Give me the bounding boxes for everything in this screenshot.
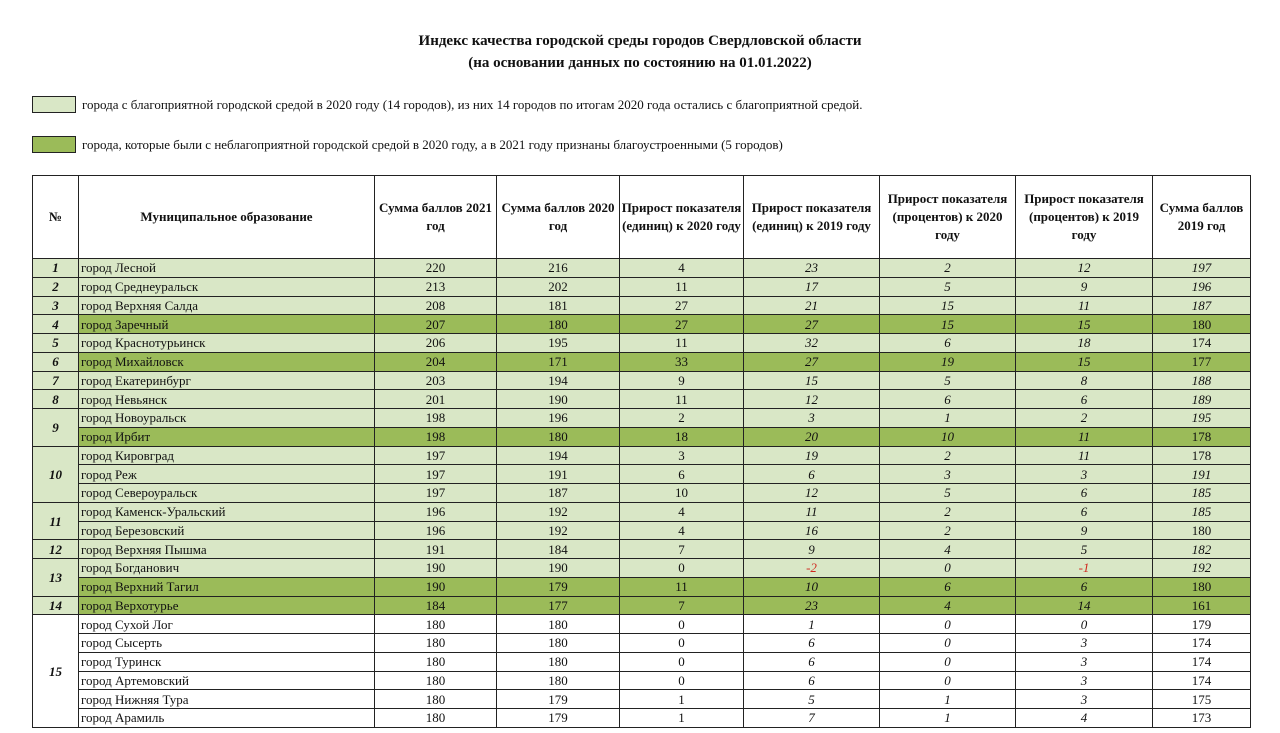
- pct-2019: 14: [1016, 596, 1153, 615]
- units-2020: 3: [620, 446, 744, 465]
- units-2019: 15: [744, 371, 880, 390]
- sum-2020: 179: [497, 577, 620, 596]
- pct-2019: 0: [1016, 615, 1153, 634]
- pct-2020: 0: [880, 634, 1016, 653]
- table-header-row: [33, 176, 1251, 259]
- rank-cell: 11: [33, 502, 79, 540]
- city-name: город Среднеуральск: [79, 277, 375, 296]
- city-name: город Невьянск: [79, 390, 375, 409]
- units-2020: 0: [620, 671, 744, 690]
- units-2019: 12: [744, 484, 880, 503]
- sum-2021: 213: [375, 277, 497, 296]
- rank-cell: 5: [33, 334, 79, 353]
- table-row: [33, 596, 1251, 615]
- sum-2020: 181: [497, 296, 620, 315]
- table-row: [33, 334, 1251, 353]
- rank-cell: 10: [33, 446, 79, 502]
- units-2020: 11: [620, 390, 744, 409]
- pct-2020: 0: [880, 652, 1016, 671]
- table-row: [33, 446, 1251, 465]
- sum-2020: 194: [497, 446, 620, 465]
- header-sum-2019: Сумма баллов 2019 год: [1153, 176, 1251, 259]
- sum-2021: 208: [375, 296, 497, 315]
- sum-2019: 177: [1153, 352, 1251, 371]
- city-name: город Североуральск: [79, 484, 375, 503]
- units-2020: 0: [620, 615, 744, 634]
- sum-2021: 196: [375, 502, 497, 521]
- sum-2021: 197: [375, 446, 497, 465]
- header-name: Муниципальное образование: [79, 176, 375, 259]
- units-2020: 18: [620, 427, 744, 446]
- units-2019: 20: [744, 427, 880, 446]
- pct-2019: 6: [1016, 484, 1153, 503]
- units-2019: 6: [744, 465, 880, 484]
- pct-2020: 0: [880, 559, 1016, 578]
- pct-2020: 5: [880, 277, 1016, 296]
- sum-2020: 216: [497, 259, 620, 278]
- pct-2019: 18: [1016, 334, 1153, 353]
- pct-2019: 6: [1016, 390, 1153, 409]
- sum-2019: 175: [1153, 690, 1251, 709]
- sum-2020: 195: [497, 334, 620, 353]
- sum-2020: 180: [497, 634, 620, 653]
- units-2019: 16: [744, 521, 880, 540]
- city-name: город Сысерть: [79, 634, 375, 653]
- pct-2020: 15: [880, 315, 1016, 334]
- pct-2020: 6: [880, 334, 1016, 353]
- table-row: [33, 296, 1251, 315]
- sum-2020: 180: [497, 615, 620, 634]
- legend-item-favorable: [32, 96, 862, 113]
- legend-text: города с благоприятной городской средой в 2020 году (14 городов), из них 14 городов по итогам 2020 года остались с благоприятной средой.: [82, 96, 863, 112]
- pct-2020: 1: [880, 409, 1016, 428]
- units-2020: 9: [620, 371, 744, 390]
- city-name: город Заречный: [79, 315, 375, 334]
- pct-2020: 2: [880, 521, 1016, 540]
- units-2019: 7: [744, 709, 880, 728]
- city-name: город Верхняя Пышма: [79, 540, 375, 559]
- table-row: [33, 484, 1251, 503]
- city-name: город Краснотурьинск: [79, 334, 375, 353]
- sum-2021: 198: [375, 427, 497, 446]
- sum-2021: 201: [375, 390, 497, 409]
- sum-2020: 177: [497, 596, 620, 615]
- header-num: №: [33, 176, 79, 259]
- units-2020: 1: [620, 709, 744, 728]
- legend-swatch-dark: [32, 136, 76, 153]
- rank-cell: 15: [33, 615, 79, 728]
- sum-2020: 184: [497, 540, 620, 559]
- pct-2020: 1: [880, 709, 1016, 728]
- rank-cell: 6: [33, 352, 79, 371]
- city-name: город Артемовский: [79, 671, 375, 690]
- table-row: [33, 652, 1251, 671]
- pct-2019: 4: [1016, 709, 1153, 728]
- pct-2020: 19: [880, 352, 1016, 371]
- sum-2019: 196: [1153, 277, 1251, 296]
- city-name: город Березовский: [79, 521, 375, 540]
- sum-2021: 197: [375, 465, 497, 484]
- pct-2019: -1: [1016, 559, 1153, 578]
- sum-2019: 174: [1153, 652, 1251, 671]
- pct-2020: 5: [880, 371, 1016, 390]
- sum-2021: 191: [375, 540, 497, 559]
- pct-2020: 0: [880, 671, 1016, 690]
- units-2019: 21: [744, 296, 880, 315]
- units-2019: 6: [744, 652, 880, 671]
- units-2020: 4: [620, 259, 744, 278]
- rank-cell: 3: [33, 296, 79, 315]
- table-row: [33, 352, 1251, 371]
- rank-cell: 12: [33, 540, 79, 559]
- sum-2020: 196: [497, 409, 620, 428]
- city-name: город Богданович: [79, 559, 375, 578]
- units-2019: 11: [744, 502, 880, 521]
- table-row: [33, 559, 1251, 578]
- units-2019: 19: [744, 446, 880, 465]
- sum-2019: 174: [1153, 671, 1251, 690]
- sum-2019: 178: [1153, 446, 1251, 465]
- units-2019: 10: [744, 577, 880, 596]
- sum-2020: 190: [497, 559, 620, 578]
- table-row: [33, 709, 1251, 728]
- sum-2019: 187: [1153, 296, 1251, 315]
- units-2019: 32: [744, 334, 880, 353]
- sum-2021: 206: [375, 334, 497, 353]
- pct-2020: 0: [880, 615, 1016, 634]
- sum-2019: 180: [1153, 315, 1251, 334]
- rank-cell: 1: [33, 259, 79, 278]
- pct-2020: 2: [880, 502, 1016, 521]
- city-name: город Кировград: [79, 446, 375, 465]
- sum-2020: 179: [497, 690, 620, 709]
- sum-2019: 173: [1153, 709, 1251, 728]
- sum-2019: 178: [1153, 427, 1251, 446]
- table-row: [33, 540, 1251, 559]
- header-pct-2019: Прирост показателя (процентов) к 2019 году: [1016, 176, 1153, 259]
- sum-2020: 171: [497, 352, 620, 371]
- pct-2019: 5: [1016, 540, 1153, 559]
- sum-2021: 190: [375, 577, 497, 596]
- rank-cell: 4: [33, 315, 79, 334]
- sum-2020: 190: [497, 390, 620, 409]
- units-2019: -2: [744, 559, 880, 578]
- sum-2021: 204: [375, 352, 497, 371]
- units-2020: 0: [620, 634, 744, 653]
- legend-item-improved: [32, 136, 783, 153]
- sum-2021: 207: [375, 315, 497, 334]
- table-row: [33, 315, 1251, 334]
- sum-2021: 180: [375, 709, 497, 728]
- table-row: [33, 577, 1251, 596]
- rank-cell: 2: [33, 277, 79, 296]
- table-row: [33, 671, 1251, 690]
- units-2019: 27: [744, 352, 880, 371]
- pct-2019: 3: [1016, 671, 1153, 690]
- city-name: город Новоуральск: [79, 409, 375, 428]
- pct-2019: 6: [1016, 577, 1153, 596]
- sum-2019: 185: [1153, 484, 1251, 503]
- units-2020: 7: [620, 596, 744, 615]
- sum-2021: 180: [375, 634, 497, 653]
- table-row: [33, 427, 1251, 446]
- sum-2019: 197: [1153, 259, 1251, 278]
- pct-2019: 3: [1016, 690, 1153, 709]
- units-2019: 3: [744, 409, 880, 428]
- pct-2019: 11: [1016, 446, 1153, 465]
- pct-2020: 1: [880, 690, 1016, 709]
- sum-2021: 190: [375, 559, 497, 578]
- units-2020: 27: [620, 315, 744, 334]
- units-2020: 10: [620, 484, 744, 503]
- pct-2020: 2: [880, 259, 1016, 278]
- sum-2019: 189: [1153, 390, 1251, 409]
- header-pct-2020: Прирост показателя (процентов) к 2020 году: [880, 176, 1016, 259]
- rank-cell: 9: [33, 409, 79, 447]
- sum-2019: 180: [1153, 521, 1251, 540]
- sum-2021: 220: [375, 259, 497, 278]
- city-name: город Арамиль: [79, 709, 375, 728]
- units-2020: 11: [620, 577, 744, 596]
- pct-2019: 9: [1016, 277, 1153, 296]
- units-2019: 6: [744, 671, 880, 690]
- pct-2019: 8: [1016, 371, 1153, 390]
- units-2019: 23: [744, 596, 880, 615]
- sum-2021: 184: [375, 596, 497, 615]
- city-name: город Верхотурье: [79, 596, 375, 615]
- pct-2019: 15: [1016, 352, 1153, 371]
- table-row: [33, 465, 1251, 484]
- sum-2020: 192: [497, 521, 620, 540]
- city-name: город Каменск-Уральский: [79, 502, 375, 521]
- units-2020: 7: [620, 540, 744, 559]
- sum-2019: 161: [1153, 596, 1251, 615]
- header-sum-2021: Сумма баллов 2021 год: [375, 176, 497, 259]
- pct-2019: 11: [1016, 427, 1153, 446]
- units-2020: 0: [620, 559, 744, 578]
- units-2019: 12: [744, 390, 880, 409]
- table-row: [33, 371, 1251, 390]
- pct-2019: 2: [1016, 409, 1153, 428]
- header-units-2019: Прирост показателя (единиц) к 2019 году: [744, 176, 880, 259]
- header-sum-2020: Сумма баллов 2020 год: [497, 176, 620, 259]
- units-2020: 11: [620, 277, 744, 296]
- rank-cell: 7: [33, 371, 79, 390]
- table-row: [33, 502, 1251, 521]
- ranking-table: [32, 175, 1251, 728]
- units-2019: 6: [744, 634, 880, 653]
- sum-2019: 174: [1153, 334, 1251, 353]
- rank-cell: 8: [33, 390, 79, 409]
- pct-2019: 11: [1016, 296, 1153, 315]
- rank-cell: 13: [33, 559, 79, 597]
- sum-2019: 191: [1153, 465, 1251, 484]
- units-2020: 4: [620, 502, 744, 521]
- pct-2020: 10: [880, 427, 1016, 446]
- pct-2019: 15: [1016, 315, 1153, 334]
- units-2020: 0: [620, 652, 744, 671]
- sum-2019: 174: [1153, 634, 1251, 653]
- units-2019: 9: [744, 540, 880, 559]
- pct-2020: 4: [880, 596, 1016, 615]
- units-2020: 6: [620, 465, 744, 484]
- rank-cell: 14: [33, 596, 79, 615]
- pct-2019: 3: [1016, 634, 1153, 653]
- pct-2019: 9: [1016, 521, 1153, 540]
- sum-2020: 194: [497, 371, 620, 390]
- sum-2021: 203: [375, 371, 497, 390]
- city-name: город Михайловск: [79, 352, 375, 371]
- sum-2019: 185: [1153, 502, 1251, 521]
- sum-2020: 191: [497, 465, 620, 484]
- pct-2019: 3: [1016, 652, 1153, 671]
- sum-2021: 198: [375, 409, 497, 428]
- pct-2020: 6: [880, 390, 1016, 409]
- units-2019: 17: [744, 277, 880, 296]
- pct-2020: 5: [880, 484, 1016, 503]
- sum-2020: 179: [497, 709, 620, 728]
- table-row: [33, 277, 1251, 296]
- header-units-2020: Прирост показателя (единиц) к 2020 году: [620, 176, 744, 259]
- city-name: город Верхняя Салда: [79, 296, 375, 315]
- sum-2020: 180: [497, 427, 620, 446]
- sum-2019: 180: [1153, 577, 1251, 596]
- table-row: [33, 634, 1251, 653]
- sum-2021: 196: [375, 521, 497, 540]
- city-name: город Верхний Тагил: [79, 577, 375, 596]
- units-2019: 27: [744, 315, 880, 334]
- sum-2021: 180: [375, 615, 497, 634]
- table-row: [33, 390, 1251, 409]
- units-2019: 23: [744, 259, 880, 278]
- sum-2020: 192: [497, 502, 620, 521]
- city-name: город Екатеринбург: [79, 371, 375, 390]
- legend-swatch-light: [32, 96, 76, 113]
- city-name: город Нижняя Тура: [79, 690, 375, 709]
- sum-2020: 180: [497, 315, 620, 334]
- pct-2020: 3: [880, 465, 1016, 484]
- pct-2019: 3: [1016, 465, 1153, 484]
- units-2020: 2: [620, 409, 744, 428]
- sum-2020: 180: [497, 671, 620, 690]
- units-2019: 5: [744, 690, 880, 709]
- sum-2021: 197: [375, 484, 497, 503]
- sum-2019: 179: [1153, 615, 1251, 634]
- units-2020: 33: [620, 352, 744, 371]
- pct-2019: 12: [1016, 259, 1153, 278]
- city-name: город Лесной: [79, 259, 375, 278]
- sum-2020: 180: [497, 652, 620, 671]
- city-name: город Ирбит: [79, 427, 375, 446]
- pct-2019: 6: [1016, 502, 1153, 521]
- units-2020: 11: [620, 334, 744, 353]
- sum-2019: 192: [1153, 559, 1251, 578]
- city-name: город Реж: [79, 465, 375, 484]
- pct-2020: 6: [880, 577, 1016, 596]
- sum-2020: 187: [497, 484, 620, 503]
- sum-2021: 180: [375, 671, 497, 690]
- units-2020: 27: [620, 296, 744, 315]
- units-2020: 4: [620, 521, 744, 540]
- page-title: Индекс качества городской среды городов Свердловской области: [418, 33, 862, 49]
- sum-2019: 182: [1153, 540, 1251, 559]
- legend-text: города, которые были с неблагоприятной городской средой в 2020 году, а в 2021 году признаны благоустроенными (5 городов): [82, 136, 783, 152]
- sum-2019: 188: [1153, 371, 1251, 390]
- pct-2020: 15: [880, 296, 1016, 315]
- table-row: [33, 409, 1251, 428]
- sum-2020: 202: [497, 277, 620, 296]
- page-subtitle: (на основании данных по состоянию на 01.01.2022): [468, 55, 812, 71]
- table-row: [33, 259, 1251, 278]
- pct-2020: 4: [880, 540, 1016, 559]
- table-row: [33, 521, 1251, 540]
- units-2019: 1: [744, 615, 880, 634]
- sum-2021: 180: [375, 652, 497, 671]
- table-row: [33, 690, 1251, 709]
- sum-2021: 180: [375, 690, 497, 709]
- city-name: город Туринск: [79, 652, 375, 671]
- sum-2019: 195: [1153, 409, 1251, 428]
- table-row: [33, 615, 1251, 634]
- city-name: город Сухой Лог: [79, 615, 375, 634]
- units-2020: 1: [620, 690, 744, 709]
- pct-2020: 2: [880, 446, 1016, 465]
